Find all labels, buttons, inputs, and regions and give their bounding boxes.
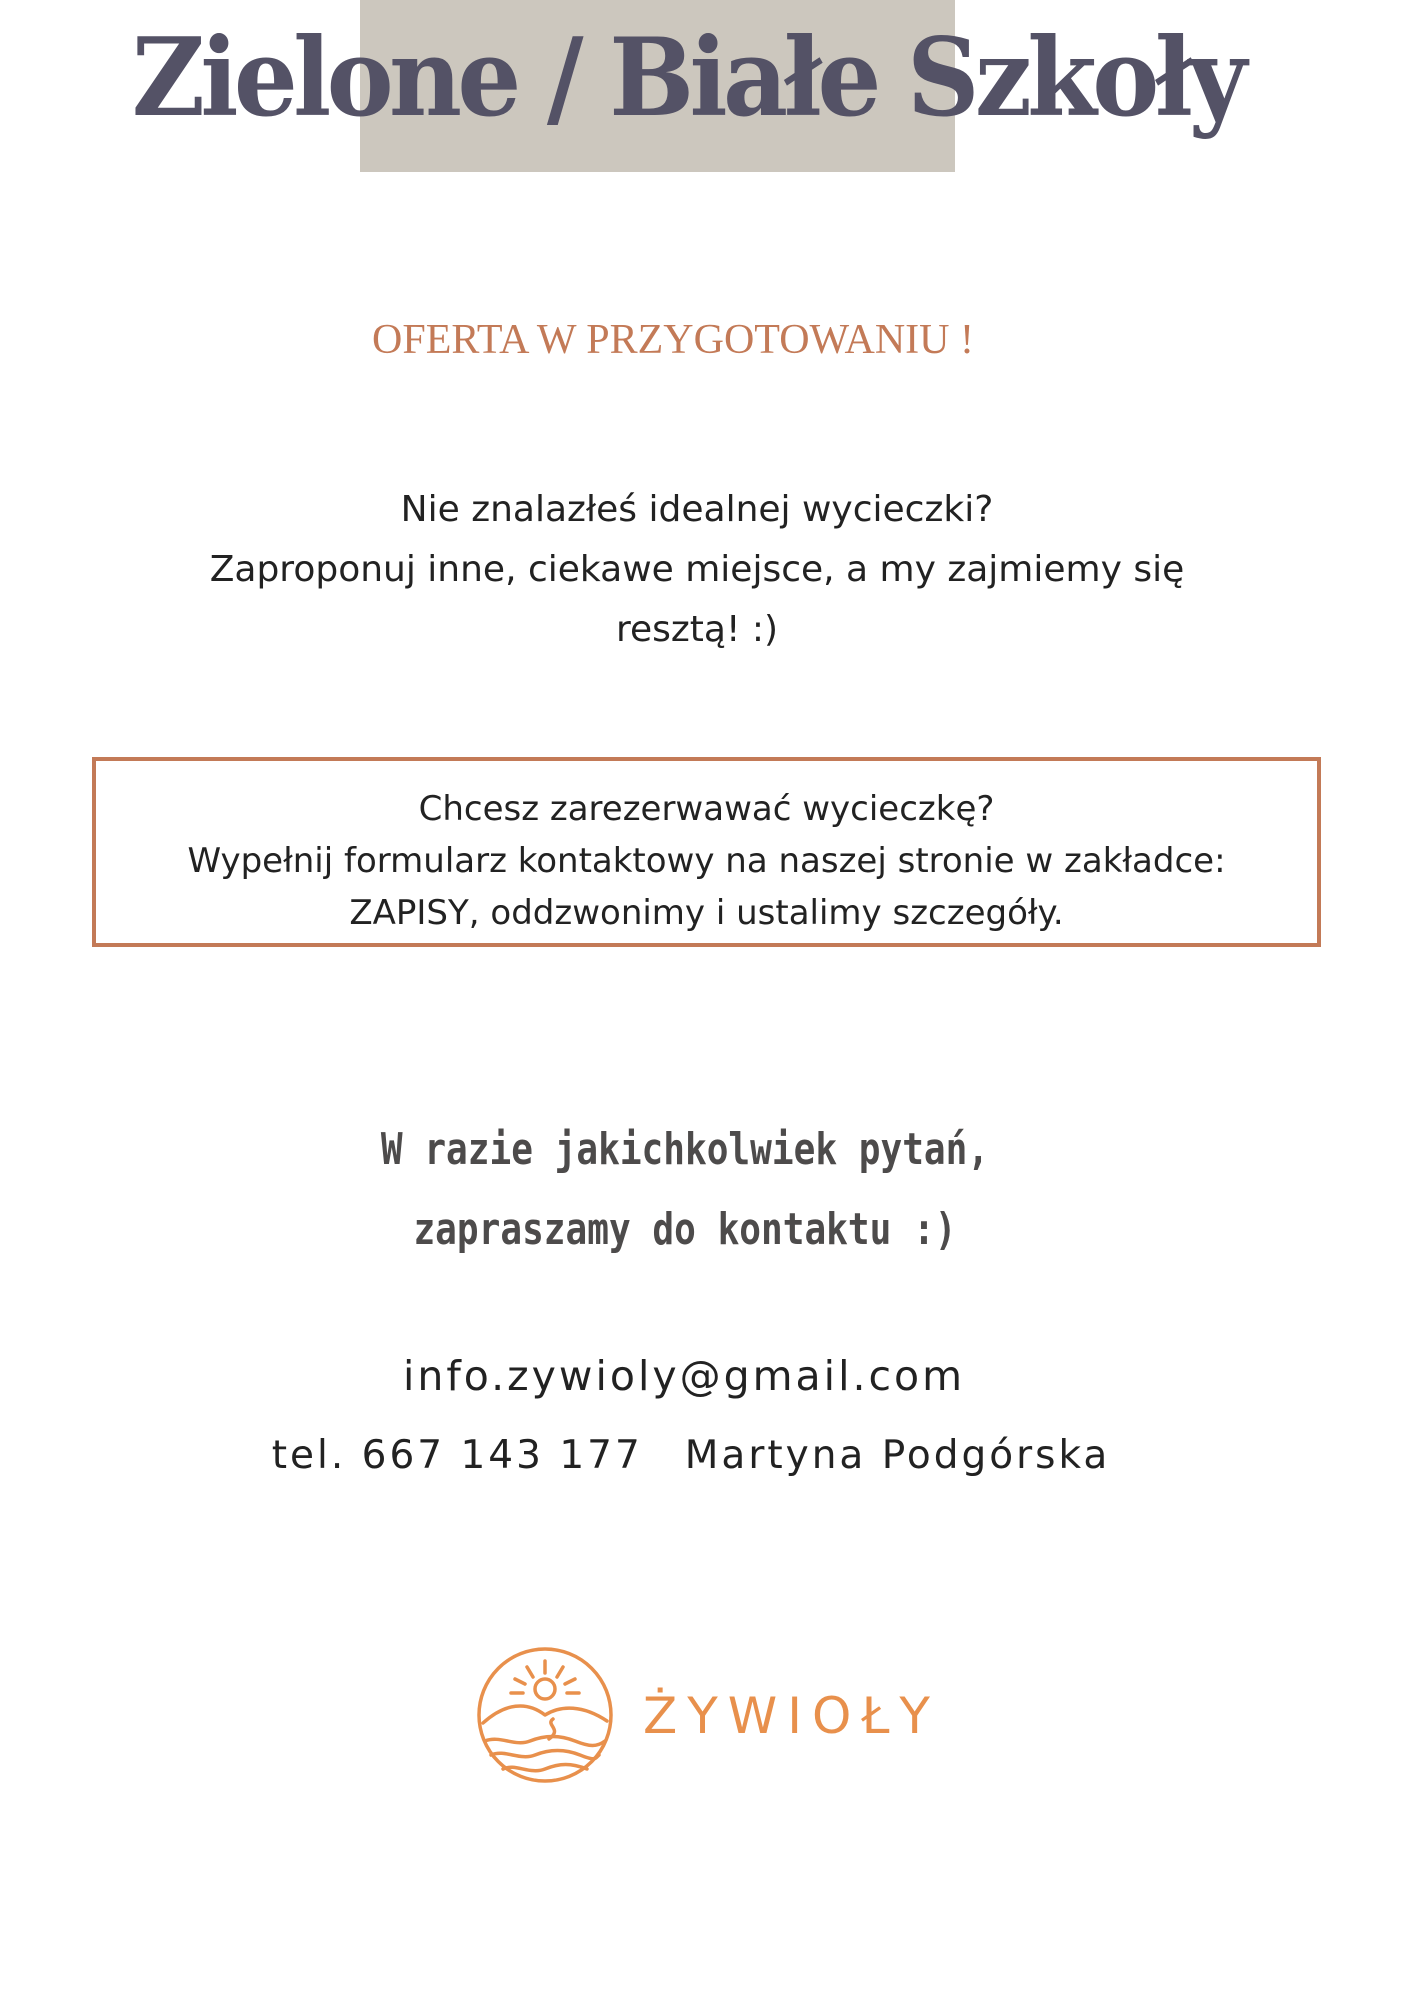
contact-person: Martyna Podgórska: [684, 1433, 1111, 1478]
brand-logo-text: ŻYWIOŁY: [643, 1687, 940, 1745]
booking-line: ZAPISY, oddzwonimy i ustalimy szczegóły.: [349, 893, 1064, 933]
contact-invite-line: zapraszamy do kontaktu :): [413, 1204, 957, 1255]
contact-invite-line: W razie jakichkolwiek pytań,: [380, 1124, 990, 1175]
booking-info-box: [92, 757, 1321, 947]
booking-line: Chcesz zarezerwawać wycieczkę?: [418, 789, 995, 829]
intro-text: [97, 480, 1297, 660]
intro-line: Zaproponuj inne, ciekawe miejsce, a my zajmiemy się: [209, 549, 1185, 590]
booking-text: [96, 783, 1317, 939]
intro-line: Nie znalazłeś idealnej wycieczki?: [400, 489, 994, 530]
contact-phone-row: [0, 1428, 1398, 1484]
booking-line: Wypełnij formularz kontaktowy na naszej stronie w zakładce:: [187, 841, 1226, 881]
sun-over-hills-waves-icon: [475, 1645, 615, 1785]
intro-line: resztą! :): [615, 609, 779, 650]
page-title: Zielone / Białe Szkoły: [131, 15, 1243, 141]
offer-status-heading: OFERTA W PRZYGOTOWANIU !: [372, 317, 974, 363]
contact-email[interactable]: info.zywioly@gmail.com: [402, 1352, 966, 1400]
contact-phone[interactable]: tel. 667 143 177: [271, 1433, 643, 1478]
contact-invite: [0, 1110, 1392, 1270]
